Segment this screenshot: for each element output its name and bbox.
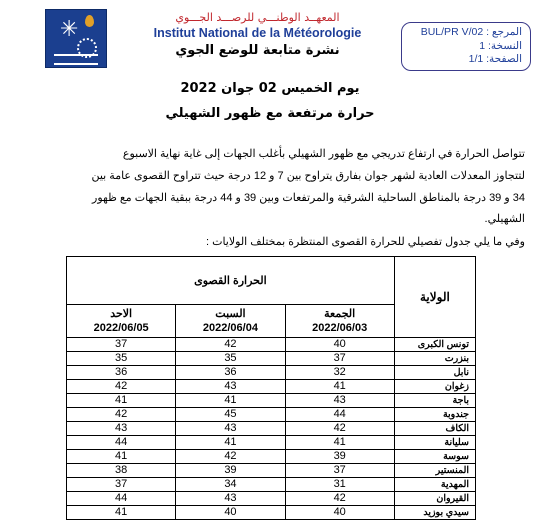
- day-name: السبت: [215, 308, 246, 320]
- temperature-cell: 43: [176, 380, 285, 394]
- star-icon: ✳: [60, 17, 79, 42]
- temperature-cell: 45: [176, 408, 285, 422]
- reference-row: [421, 26, 522, 38]
- institute-name-french: Institut National de la Météorologie: [153, 26, 362, 40]
- wilaya-name: القيروان: [394, 492, 475, 506]
- temperature-cell: 42: [67, 380, 176, 394]
- reference-box: [401, 22, 531, 71]
- reference-value: BUL/PR V/02: [420, 26, 484, 38]
- temperature-cell: 37: [285, 464, 394, 478]
- temperature-cell: 43: [176, 422, 285, 436]
- table-row: [67, 408, 476, 422]
- temperature-cell: 42: [285, 422, 394, 436]
- day-name: الجمعة: [324, 308, 356, 320]
- temperature-cell: 43: [176, 492, 285, 506]
- table-row: [67, 352, 476, 366]
- temperature-cell: 41: [176, 394, 285, 408]
- temperature-cell: 41: [285, 380, 394, 394]
- day-name: الاحد: [110, 308, 133, 320]
- table-row: [67, 422, 476, 436]
- table-row: [67, 464, 476, 478]
- inm-logo: [45, 9, 107, 68]
- wilaya-name: المنستير: [394, 464, 475, 478]
- temperature-cell: 38: [67, 464, 176, 478]
- version-row: [479, 40, 522, 52]
- temperature-cell: 40: [285, 506, 394, 520]
- wilaya-name: بنزرت: [394, 352, 475, 366]
- wilaya-name: المهدية: [394, 478, 475, 492]
- temperature-cell: 41: [67, 506, 176, 520]
- page-label: الصفحة:: [486, 53, 522, 65]
- paragraph-line: لتتجاوز المعدلات العادية لشهر جوان بفارق يتراوح بين 7 و 12 درجة حيث تتراوح القصوى عامة بين: [91, 170, 525, 182]
- table-row: [67, 366, 476, 380]
- day-date: 2022/06/05: [93, 322, 149, 334]
- temperature-cell: 32: [285, 366, 394, 380]
- reference-label: المرجع :: [486, 26, 522, 38]
- table-body: [67, 338, 476, 520]
- waves-icon: [54, 54, 98, 65]
- wilaya-name: سوسة: [394, 450, 475, 464]
- temperature-cell: 37: [67, 478, 176, 492]
- temperature-cell: 43: [285, 394, 394, 408]
- temperature-cell: 44: [285, 408, 394, 422]
- page-value: 1/1: [468, 53, 484, 65]
- day-header: [67, 305, 176, 338]
- drop-icon: [85, 15, 94, 27]
- wilaya-name: سيدي بوزيد: [394, 506, 475, 520]
- temperature-cell: 41: [285, 436, 394, 450]
- temperature-cell: 41: [67, 394, 176, 408]
- paragraph-line: 34 و 39 درجة بالمناطق الساحلية الشرقية والمرتفعات وبين 39 و 44 درجة ببقية الجهات مع ظهور: [92, 192, 525, 204]
- wilaya-name: باجة: [394, 394, 475, 408]
- temperature-cell: 42: [285, 492, 394, 506]
- temperature-cell: 39: [285, 450, 394, 464]
- temperature-cell: 44: [67, 436, 176, 450]
- temperature-cell: 42: [176, 450, 285, 464]
- table-row: [67, 436, 476, 450]
- day-header: [285, 305, 394, 338]
- institute-name-arabic: المعهــد الوطنـــي للرصـــد الجـــوي: [175, 11, 340, 24]
- temperature-cell: 39: [176, 464, 285, 478]
- temperature-cell: 42: [67, 408, 176, 422]
- day-date: 2022/06/04: [202, 322, 258, 334]
- temperature-cell: 40: [176, 506, 285, 520]
- wilaya-name: زغوان: [394, 380, 475, 394]
- table-row: [67, 492, 476, 506]
- temperature-cell: 43: [67, 422, 176, 436]
- temperature-cell: 42: [176, 338, 285, 352]
- table-row: [67, 338, 476, 352]
- column-header-max-temperature: الحرارة القصوى: [67, 257, 395, 305]
- day-date: 2022/06/03: [312, 322, 368, 334]
- column-header-wilaya: الولاية: [394, 257, 475, 338]
- temperature-cell: 41: [176, 436, 285, 450]
- paragraph-line: الشهيلي.: [484, 213, 525, 225]
- table-row: [67, 506, 476, 520]
- max-temperature-table: [66, 256, 476, 520]
- wilaya-name: تونس الكبرى: [394, 338, 475, 352]
- day-header: [176, 305, 285, 338]
- temperature-cell: 40: [285, 338, 394, 352]
- temperature-cell: 37: [285, 352, 394, 366]
- table-row: [67, 478, 476, 492]
- subtitle: حرارة مرتفعة مع ظهور الشهيلي: [165, 106, 375, 121]
- wilaya-name: جندوبة: [394, 408, 475, 422]
- temperature-cell: 44: [67, 492, 176, 506]
- date-line: يوم الخميس 02 جوان 2022: [180, 81, 360, 96]
- wilaya-name: نابل: [394, 366, 475, 380]
- wilaya-name: الكاف: [394, 422, 475, 436]
- paragraph-line: تتواصل الحرارة في ارتفاع تدريجي مع ظهور الشهيلي بأغلب الجهات إلى غاية نهاية الاسبوع: [122, 148, 525, 160]
- version-value: 1: [479, 40, 486, 52]
- bulletin-title: نشرة متابعة للوضع الجوي: [175, 43, 340, 58]
- temperature-cell: 36: [67, 366, 176, 380]
- version-label: النسخة:: [488, 40, 522, 52]
- temperature-cell: 34: [176, 478, 285, 492]
- temperature-cell: 31: [285, 478, 394, 492]
- paragraph-line: وفي ما يلي جدول تفصيلي للحرارة القصوى المنتظرة بمختلف الولايات :: [205, 236, 525, 248]
- wilaya-name: سليانة: [394, 436, 475, 450]
- table-row: [67, 380, 476, 394]
- temperature-cell: 35: [176, 352, 285, 366]
- page-row: [469, 53, 522, 65]
- table-row: [67, 450, 476, 464]
- temperature-cell: 41: [67, 450, 176, 464]
- temperature-cell: 35: [67, 352, 176, 366]
- temperature-cell: 36: [176, 366, 285, 380]
- table-row: [67, 394, 476, 408]
- temperature-cell: 37: [67, 338, 176, 352]
